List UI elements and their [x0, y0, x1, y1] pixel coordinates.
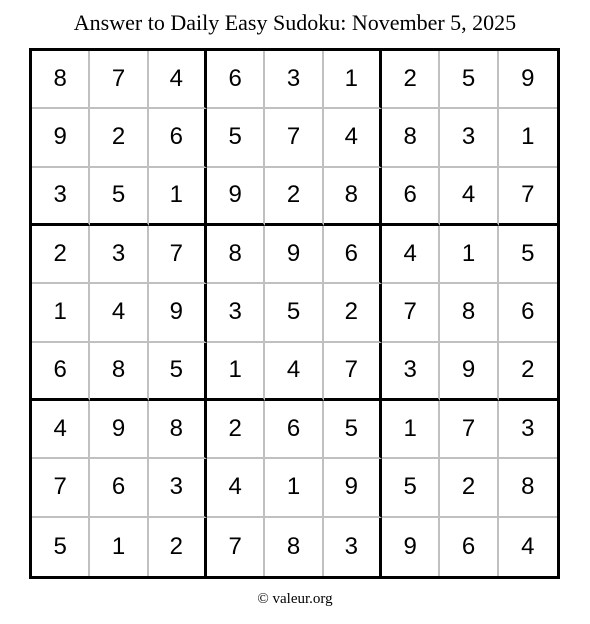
- sudoku-cell-r4-c7: 4: [382, 226, 440, 284]
- sudoku-cell-r1-c3: 4: [149, 51, 207, 109]
- sudoku-cell-r5-c7: 7: [382, 284, 440, 342]
- sudoku-cell-r7-c3: 8: [149, 401, 207, 459]
- sudoku-cell-r9-c5: 8: [265, 518, 323, 576]
- sudoku-cell-r7-c7: 1: [382, 401, 440, 459]
- sudoku-cell-r1-c1: 8: [32, 51, 90, 109]
- sudoku-cell-r1-c7: 2: [382, 51, 440, 109]
- sudoku-cell-r6-c3: 5: [149, 343, 207, 401]
- sudoku-cell-r8-c9: 8: [499, 459, 557, 517]
- sudoku-cell-r6-c7: 3: [382, 343, 440, 401]
- sudoku-cell-r3-c1: 3: [32, 168, 90, 226]
- sudoku-cell-r6-c4: 1: [207, 343, 265, 401]
- sudoku-cell-r9-c4: 7: [207, 518, 265, 576]
- sudoku-cell-r8-c2: 6: [90, 459, 148, 517]
- sudoku-cell-r4-c1: 2: [32, 226, 90, 284]
- sudoku-cell-r4-c6: 6: [324, 226, 382, 284]
- sudoku-cell-r8-c8: 2: [440, 459, 498, 517]
- sudoku-cell-r2-c4: 5: [207, 109, 265, 167]
- sudoku-cell-r8-c7: 5: [382, 459, 440, 517]
- sudoku-cell-r6-c6: 7: [324, 343, 382, 401]
- sudoku-cell-r2-c9: 1: [499, 109, 557, 167]
- sudoku-cell-r6-c2: 8: [90, 343, 148, 401]
- copyright-footer: © valeur.org: [257, 591, 333, 607]
- sudoku-cell-r5-c2: 4: [90, 284, 148, 342]
- sudoku-cell-r7-c9: 3: [499, 401, 557, 459]
- sudoku-cell-r9-c6: 3: [324, 518, 382, 576]
- sudoku-cell-r1-c6: 1: [324, 51, 382, 109]
- sudoku-cell-r8-c6: 9: [324, 459, 382, 517]
- sudoku-cell-r2-c6: 4: [324, 109, 382, 167]
- sudoku-cell-r5-c1: 1: [32, 284, 90, 342]
- sudoku-cell-r5-c3: 9: [149, 284, 207, 342]
- sudoku-cell-r2-c5: 7: [265, 109, 323, 167]
- sudoku-cell-r5-c9: 6: [499, 284, 557, 342]
- sudoku-cell-r2-c8: 3: [440, 109, 498, 167]
- sudoku-cell-r3-c7: 6: [382, 168, 440, 226]
- sudoku-cell-r6-c8: 9: [440, 343, 498, 401]
- sudoku-cell-r6-c1: 6: [32, 343, 90, 401]
- sudoku-cell-r2-c2: 2: [90, 109, 148, 167]
- sudoku-cell-r3-c8: 4: [440, 168, 498, 226]
- sudoku-cell-r6-c9: 2: [499, 343, 557, 401]
- sudoku-cell-r7-c2: 9: [90, 401, 148, 459]
- sudoku-cell-r3-c2: 5: [90, 168, 148, 226]
- sudoku-cell-r9-c7: 9: [382, 518, 440, 576]
- sudoku-cell-r7-c8: 7: [440, 401, 498, 459]
- sudoku-cell-r1-c4: 6: [207, 51, 265, 109]
- sudoku-cell-r5-c6: 2: [324, 284, 382, 342]
- sudoku-cell-r2-c3: 6: [149, 109, 207, 167]
- sudoku-cell-r3-c3: 1: [149, 168, 207, 226]
- sudoku-cell-r9-c2: 1: [90, 518, 148, 576]
- sudoku-cell-r3-c4: 9: [207, 168, 265, 226]
- sudoku-cell-r4-c2: 3: [90, 226, 148, 284]
- sudoku-cell-r3-c9: 7: [499, 168, 557, 226]
- sudoku-cell-r8-c5: 1: [265, 459, 323, 517]
- sudoku-cell-r9-c1: 5: [32, 518, 90, 576]
- sudoku-cell-r4-c5: 9: [265, 226, 323, 284]
- sudoku-cell-r4-c8: 1: [440, 226, 498, 284]
- sudoku-cell-r2-c1: 9: [32, 109, 90, 167]
- sudoku-cell-r8-c3: 3: [149, 459, 207, 517]
- sudoku-cell-r7-c6: 5: [324, 401, 382, 459]
- sudoku-cell-r8-c1: 7: [32, 459, 90, 517]
- sudoku-cell-r7-c1: 4: [32, 401, 90, 459]
- sudoku-cell-r4-c3: 7: [149, 226, 207, 284]
- sudoku-cell-r3-c5: 2: [265, 168, 323, 226]
- sudoku-cell-r1-c5: 3: [265, 51, 323, 109]
- sudoku-cell-r5-c4: 3: [207, 284, 265, 342]
- sudoku-cell-r1-c2: 7: [90, 51, 148, 109]
- sudoku-board: [29, 48, 560, 579]
- sudoku-cell-r4-c9: 5: [499, 226, 557, 284]
- sudoku-cell-r9-c3: 2: [149, 518, 207, 576]
- sudoku-cell-r3-c6: 8: [324, 168, 382, 226]
- sudoku-cell-r4-c4: 8: [207, 226, 265, 284]
- sudoku-cell-r7-c5: 6: [265, 401, 323, 459]
- sudoku-cell-r5-c8: 8: [440, 284, 498, 342]
- sudoku-cell-r1-c9: 9: [499, 51, 557, 109]
- sudoku-cell-r2-c7: 8: [382, 109, 440, 167]
- sudoku-cell-r1-c8: 5: [440, 51, 498, 109]
- sudoku-cell-r6-c5: 4: [265, 343, 323, 401]
- sudoku-cell-r9-c8: 6: [440, 518, 498, 576]
- sudoku-cell-r9-c9: 4: [521, 532, 535, 560]
- sudoku-cell-r8-c4: 4: [207, 459, 265, 517]
- sudoku-cell-r5-c5: 5: [265, 284, 323, 342]
- sudoku-cell-r7-c4: 2: [207, 401, 265, 459]
- page-title: Answer to Daily Easy Sudoku: November 5, 2025: [73, 10, 517, 35]
